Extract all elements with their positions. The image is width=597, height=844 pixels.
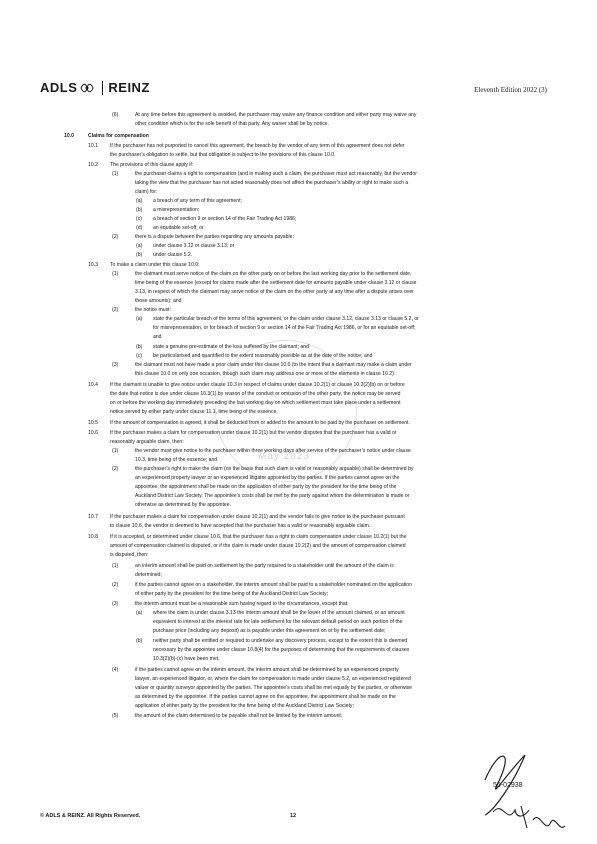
watermark-text: May 2023 — [258, 451, 310, 462]
clause-number: 10.1 — [88, 143, 98, 149]
clause-number: (2) — [112, 466, 119, 472]
clause-text-line: At any time before this agreement is avoided, the purchaser may waive any finance condition and either party may waive any — [135, 112, 417, 118]
clause-number: 10.0 — [64, 133, 74, 139]
clause-number: (c) — [136, 353, 142, 359]
clause-text-line: amount of compensation claimed is disputed, or if the claim is made under clause 10.2(2) and the amount of compensation claimed — [110, 543, 406, 549]
clause-text-line: where the claim is under clause 3.13 the interim amount shall be the lower of the amount claimed, or an amount — [153, 610, 405, 616]
clause-number: (b) — [136, 252, 143, 258]
clause-text-line: on or before the working day immediately preceding the last working day on which settlement must take place under a settlement — [110, 400, 401, 406]
clause-text-line: notice served by either party under clause 11.1, time being of the essence. — [110, 409, 278, 415]
clause-number: (a) — [136, 198, 143, 204]
handwritten-signatures — [455, 740, 575, 840]
clause-number: (a) — [136, 610, 143, 616]
clause-text-line: an interim amount shall be paid on settlement by the party required to a stakeholder until the amount of the claim is — [135, 563, 394, 569]
clause-text-line: If the purchaser makes a claim for compensation under clause 10.2(1) and the vendor fails to give notice to the purchaser pursuant — [110, 514, 405, 520]
clause-text-line: time being of the essence (except for claims made after the settlement date for amounts payable under clause 3.12 or clause — [135, 280, 417, 286]
clause-text-line: the interim amount must be a reasonable sum having regard to the circumstances, except that: — [135, 601, 349, 607]
clause-text-line: The provisions of this clause apply if: — [110, 162, 194, 168]
clause-text-line: other condition which is for the sole benefit of that party. Any waiver shall be by notice. — [135, 121, 329, 127]
clause-text-line: and — [153, 334, 162, 340]
clause-text-line: necessary by the appointee under clause 10.8(4) for the purposes of determining that the requirements of clauses — [153, 647, 410, 653]
clause-text-line: valuer or quantity surveyor appointed by the parties. The appointee’s costs shall be met equally by the parties, or otherwise — [135, 685, 413, 691]
clause-text-line: under clause 5.2. — [153, 252, 193, 258]
clause-number: (a) — [136, 316, 143, 322]
clause-number: (a) — [136, 243, 143, 249]
clause-text-line: equivalent to interest at the interest rate for late settlement for the relevant default period on such portion of the — [153, 619, 403, 625]
clause-text-line: lawyer, an experienced litigator, or, where the claim for compensation is made under clause 5.2, an experienced registered — [135, 676, 411, 682]
clause-text-line: the amount of the claim determined to be payable shall not be limited by the interim amount; — [135, 713, 343, 719]
clause-text-line: If the amount of compensation is agreed, it shall be deducted from or added to the amount to be paid by the purchaser on settlement. — [110, 420, 410, 426]
clause-text-line: 10.3(2)(b)-(c) have been met. — [153, 656, 220, 662]
clause-text-line: this clause 10.0 on only one occasion, though such claim may address one or more of the elements in clause 10.2). — [135, 371, 396, 377]
clause-number: (1) — [112, 171, 119, 177]
clause-text-line: 10.3, time being of the essence; and — [135, 457, 218, 463]
clause-text-line: If the claimant is unable to give notice under clause 10.3 in respect of claims under clause 10.2(1) or clause 10.2(2)(b) on or before — [110, 382, 405, 388]
clause-text-line: the purchaser’s obligation to settle, but that obligation is subject to the provisions of this clause 10.0. — [110, 152, 336, 158]
clause-text-line: determined; — [135, 572, 162, 578]
clause-text-line: there is a dispute between the parties regarding any amounts payable: — [135, 234, 294, 240]
clause-number: (5) — [112, 713, 119, 719]
clause-text-line: an equitable set-off, or — [153, 225, 204, 231]
clause-text-line: state the particular breach of the terms of this agreement, or the claim under clause 3.12, clause 3.13 or clause 5.2, or — [153, 316, 419, 322]
clause-text-line: to clause 10.6, the vendor is deemed to have accepted that the purchaser has a valid or reasonably arguable claim. — [110, 523, 371, 529]
clause-text-line: a breach of section 9 or section 14 of the Fair Trading Act 1986; — [153, 216, 297, 222]
clause-number: 10.5 — [88, 420, 98, 426]
clause-number: (b) — [136, 344, 143, 350]
clause-number: (3) — [112, 362, 119, 368]
clause-text-line: the vendor must give notice to the purchaser within three working days after service of the purchaser’s notice under clause — [135, 448, 411, 454]
clause-text-line: If the purchaser has not purported to cancel this agreement, the breach by the vendor of any term of this agreement does not defer — [110, 143, 405, 149]
clause-text-line: the claimant must not have made a prior claim under this clause 10.0 (to the intent that a claimant may make a claim under — [135, 362, 412, 368]
clause-number: 10.7 — [88, 514, 98, 520]
clause-text-line: reasonably arguable claim, then: — [110, 439, 184, 445]
clause-number: 10.2 — [88, 162, 98, 168]
clause-text-line: appointee, the appointment shall be made on the application of either party by the president for the time being of the — [135, 484, 397, 490]
clause-text-line: Auckland District Law Society. The appointee’s costs shall be met by the party against whom the determination is made or — [135, 493, 410, 499]
clause-number: (6) — [112, 112, 119, 118]
clause-number: (1) — [112, 563, 119, 569]
logo-reinz: REINZ — [108, 80, 150, 95]
clause-text-line: If the purchaser makes a claim for compensation under clause 10.2(1) but the vendor disputes that the purchaser has a valid or — [110, 430, 397, 436]
clause-text-line: claim) for: — [135, 189, 158, 195]
clause-number: (2) — [112, 307, 119, 313]
clause-text-line: if the parties cannot agree on a stakeholder, the interim amount shall be paid to a stakeholder nominated on the application — [135, 582, 412, 588]
clause-number: (2) — [112, 234, 119, 240]
clause-number: (2) — [112, 582, 119, 588]
clause-text-line: To make a claim under this clause 10.0: — [110, 262, 200, 268]
clause-number: (b) — [136, 207, 143, 213]
section-heading: Claims for compensation — [88, 133, 149, 139]
clause-text-line: those amounts); and — [135, 298, 182, 304]
clause-text-line: the purchaser’s right to make the claim (on the basis that such claim is valid or reasonably arguable) shall be determined by — [135, 466, 414, 472]
clause-text-line: is disputed, then: — [110, 552, 149, 558]
edition-label: Eleventh Edition 2022 (3) — [474, 86, 547, 94]
clause-text-line: purchase price (including any deposit) as is payable under this agreement on or by the settlement date; — [153, 628, 386, 634]
clause-number: (3) — [112, 601, 119, 607]
clause-number: (1) — [112, 271, 119, 277]
clause-text-line: an experienced property lawyer or an experienced litigator appointed by the parties. If the parties cannot agree on the — [135, 475, 400, 481]
clause-text-line: of either party by the president for the time being of the Auckland District Law Society; — [135, 591, 329, 597]
clause-text-line: state a genuine pre-estimate of the loss suffered by the claimant; and — [153, 344, 309, 350]
document-code: 55-02938 — [493, 782, 523, 789]
clause-text-line: taking the view that the purchaser has not acted reasonably does not affect the purchaser’s ability or right to make such a — [135, 180, 409, 186]
clause-text-line: the purchaser claims a right to compensation (and in making such a claim, the purchaser must act reasonably, but the vendor — [135, 171, 417, 177]
clause-number: 10.8 — [88, 534, 98, 540]
clause-number: (c) — [136, 216, 142, 222]
clause-number: (d) — [136, 225, 143, 231]
clause-number: 10.4 — [88, 382, 98, 388]
clause-text-line: for misrepresentation, or for breach of section 9 or section 14 of the Fair Trading Act 1986, or for an equitable set-off; — [153, 325, 416, 331]
clause-text-line: be particularised and quantified to the extent reasonably possible as at the date of the notice; and — [153, 353, 373, 359]
clause-text-line: application of either party by the president for the time being of the Auckland District Law Society; — [135, 703, 354, 709]
clause-number: 10.6 — [88, 430, 98, 436]
clause-text-line: If it is accepted, or determined under clause 10.6, that the purchaser has a right to claim compensation under clause 10.2(1) but the — [110, 534, 407, 540]
clause-text-line: as determined by the appointee. If the parties cannot agree on the appointee, the appointment shall be made on the — [135, 694, 396, 700]
clause-text-line: otherwise as determined by the appointee. — [135, 502, 231, 508]
clause-text-line: the date that notice is due under clause 10.3(1) by reason of the conduct or omission of the other party, the notice may be served — [110, 391, 401, 397]
clause-text-line: 3.13, in respect of which the claimant may serve notice of the claim on the other party at any time after a dispute arises over — [135, 289, 414, 295]
clause-text-line: if the parties cannot agree on the interim amount, the interim amount shall be determined by an experienced property — [135, 667, 399, 673]
clause-text-line: the claimant must serve notice of the claim on the other party on or before the last working day prior to the settlement date, — [135, 271, 412, 277]
clause-number: (1) — [112, 448, 119, 454]
clause-number: 10.3 — [88, 262, 98, 268]
footer-copyright: © ADLS & REINZ. All Rights Reserved. — [40, 813, 141, 819]
clause-text-line: a breach of any term of this agreement; — [153, 198, 242, 204]
clause-text-line: under clause 3.12 or clause 3.13; or — [153, 243, 235, 249]
clause-text-line: the notice must: — [135, 307, 171, 313]
clause-text-line: neither party shall be entitled or required to undertake any discovery process, except to the extent this is deemed — [153, 638, 408, 644]
clause-number: (4) — [112, 667, 119, 673]
clause-number: (b) — [136, 638, 143, 644]
page-number: 12 — [290, 813, 297, 819]
clause-text-line: a misrepresentation; — [153, 207, 200, 213]
logo-adls: ADLS — [40, 80, 78, 95]
